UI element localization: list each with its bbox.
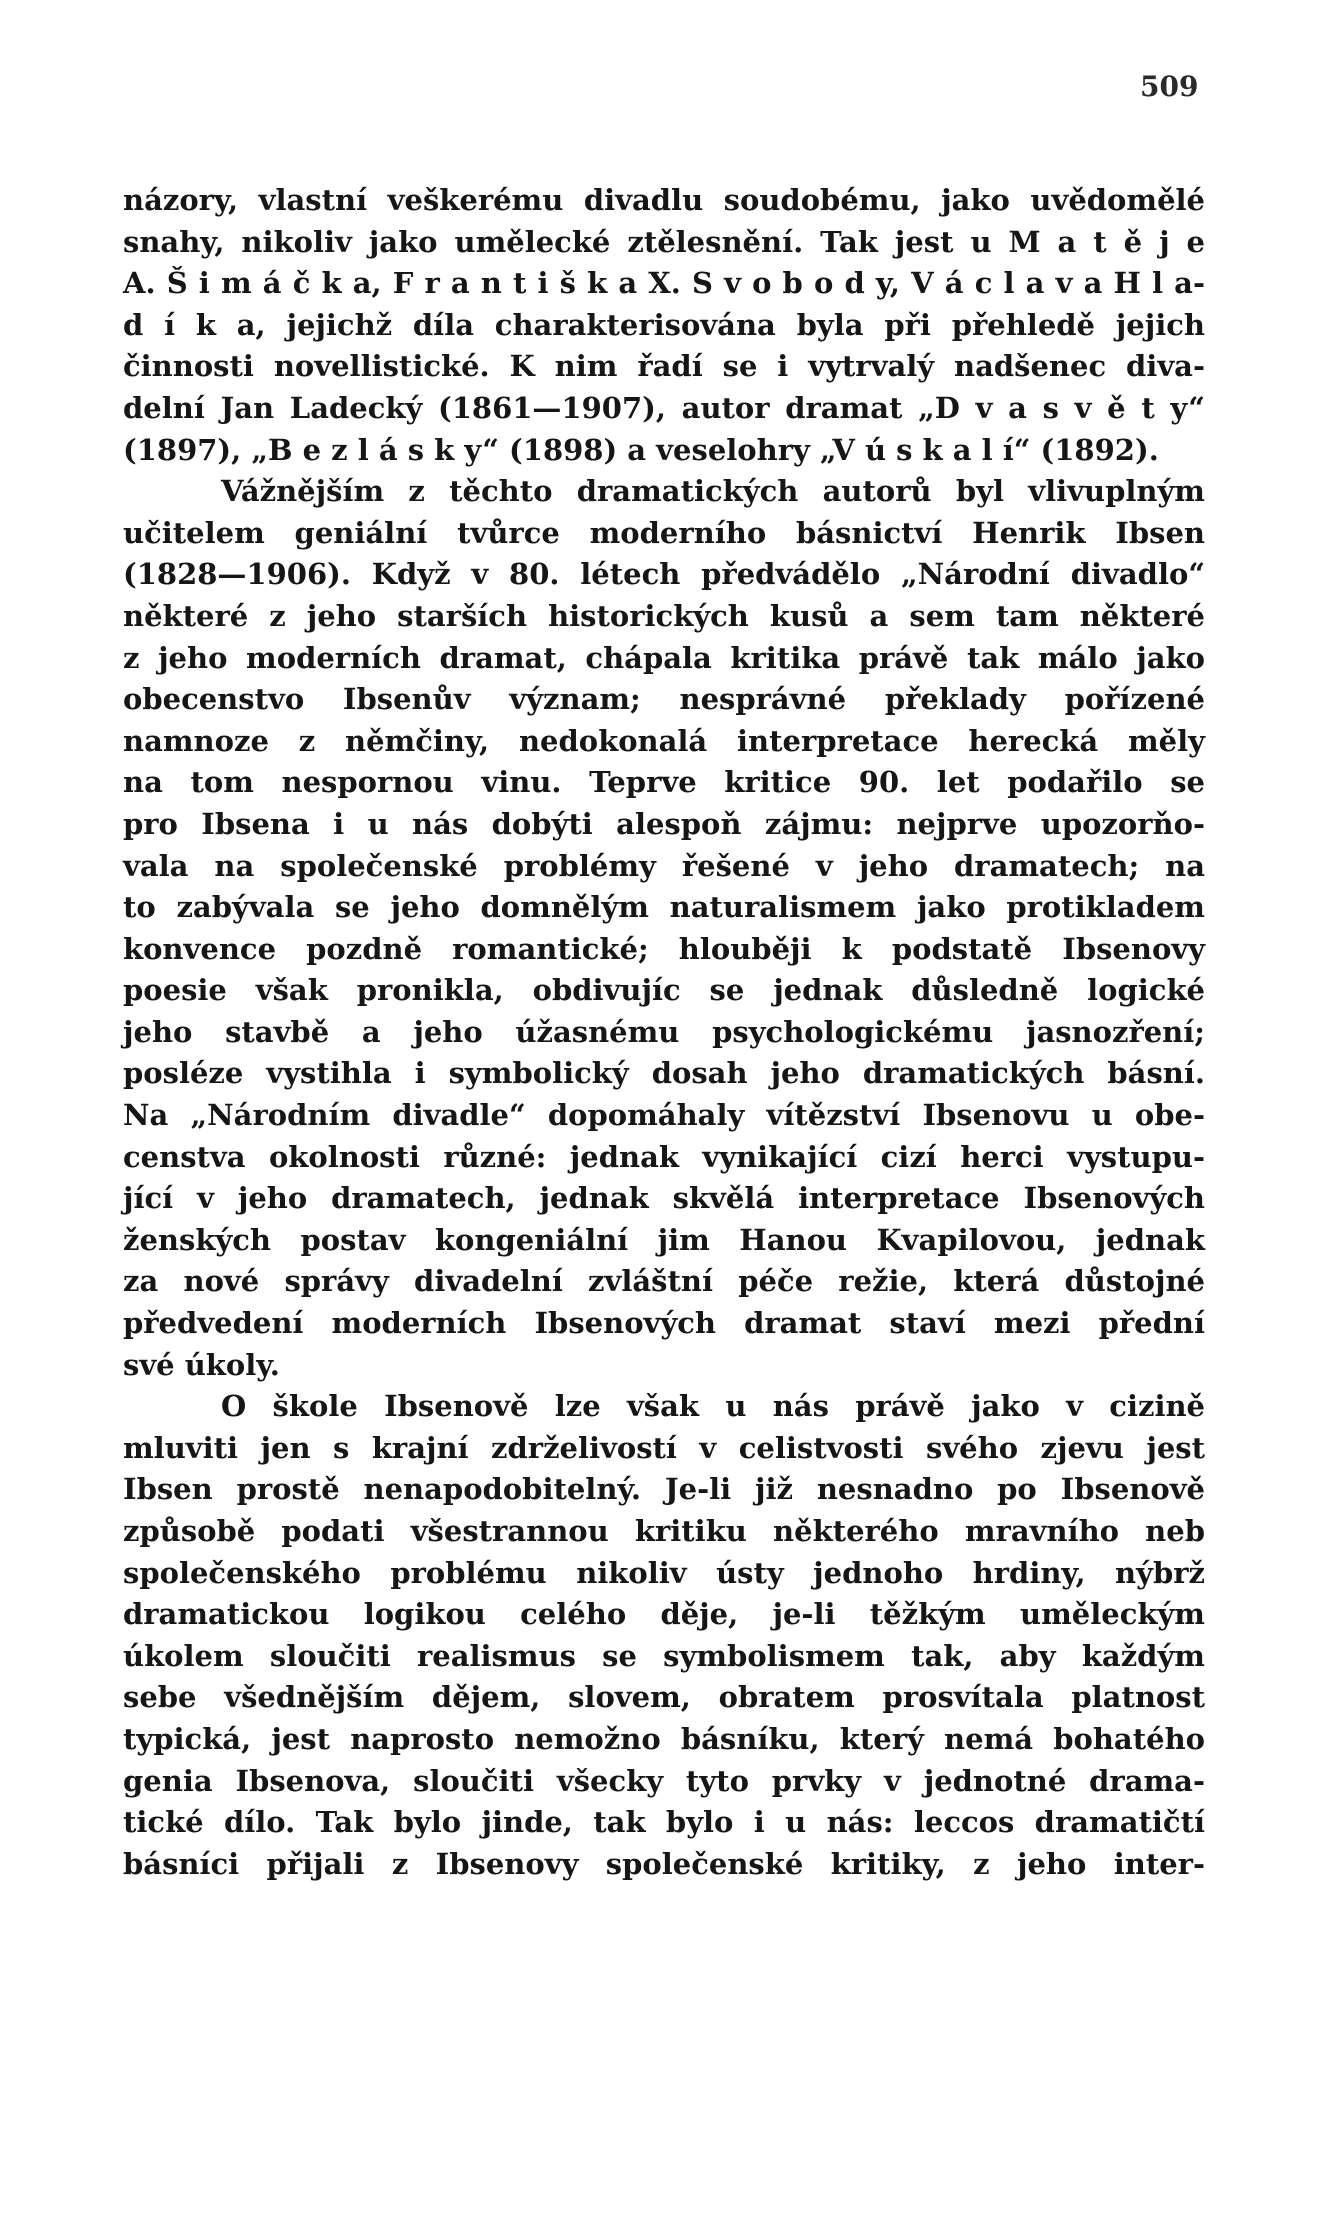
text-line: na tom nespornou vinu. Teprve kritice 90. let podařilo se: [123, 765, 1205, 800]
text-line: obecenstvo Ibsenův význam; nesprávné překlady pořízené: [123, 682, 1205, 717]
text-line: způsobě podati všestrannou kritiku některého mravního neb: [123, 1514, 1205, 1548]
text-line: vala na společenské problémy řešené v jeho dramatech; na: [123, 848, 1205, 883]
text-line: posléze vystihla i symbolický dosah jeho dramatických básní.: [123, 1056, 1205, 1091]
text-line: z jeho moderních dramat, chápala kritika právě tak málo jako: [123, 640, 1205, 675]
text-line: genia Ibsenova, sloučiti všecky tyto prvky v jednotné drama-: [123, 1763, 1205, 1798]
text-line: úkolem sloučiti realismus se symbolismem tak, aby každým: [123, 1638, 1205, 1673]
paragraph-first-line: O škole Ibsenově lze však u nás právě jako v cizině: [221, 1389, 1205, 1424]
text-line: (1897), „B e z l á s k y“ (1898) a veselohry „V ú s k a l í“ (1892).: [123, 432, 1159, 467]
text-line: (1828—1906). Když v 80. létech předvádělo „Národní divadlo“: [123, 557, 1205, 592]
text-line: konvence pozdně romantické; hlouběji k podstatě Ibsenovy: [123, 931, 1205, 966]
text-line: ženských postav kongeniální jim Hanou Kvapilovou, jednak: [123, 1222, 1205, 1257]
text-line: učitelem geniální tvůrce moderního básnictví Henrik Ibsen: [123, 515, 1205, 550]
text-line: mluviti jen s krajní zdrželivostí v celistvosti svého zjevu jest: [123, 1430, 1205, 1465]
text-line: za nové správy divadelní zvláštní péče režie, která důstojné: [123, 1264, 1205, 1299]
text-line: poesie však pronikla, obdivujíc se jednak důsledně logické: [123, 973, 1205, 1008]
text-line: Na „Národním divadle“ dopomáhaly vítězství Ibsenovu u obe-: [123, 1098, 1205, 1133]
text-line: snahy, nikoliv jako umělecké ztělesnění. Tak jest u M a t ě j e: [123, 224, 1205, 259]
text-line: své úkoly.: [123, 1347, 280, 1382]
text-line: dramatickou logikou celého děje, je-li těžkým uměleckým: [123, 1597, 1205, 1632]
text-line: A. Š i m á č k a, F r a n t i š k a X. S v o b o d y, V á c l a v a H l a-: [123, 266, 1205, 301]
text-line: d í k a, jejichž díla charakterisována byla při přehledě jejich: [123, 307, 1205, 342]
text-line: tické dílo. Tak bylo jinde, tak bylo i u nás: leccos dramatičtí: [123, 1805, 1205, 1840]
body-text: [123, 180, 1205, 1885]
text-line: to zabývala se jeho domnělým naturalismem jako protikladem: [123, 890, 1205, 925]
text-line: předvedení moderních Ibsenových dramat staví mezi přední: [123, 1306, 1205, 1341]
page-number: 509: [1140, 70, 1199, 103]
text-line: typická, jest naprosto nemožno básníku, který nemá bohatého: [123, 1721, 1205, 1756]
text-line: Ibsen prostě nenapodobitelný. Je-li již nesnadno po Ibsenově: [123, 1472, 1205, 1507]
text-line: jící v jeho dramatech, jednak skvělá interpretace Ibsenových: [123, 1181, 1205, 1216]
text-line: názory, vlastní veškerému divadlu soudobému, jako uvědomělé: [123, 183, 1205, 217]
text-line: společenského problému nikoliv ústy jednoho hrdiny, nýbrž: [123, 1555, 1205, 1590]
text-line: namnoze z němčiny, nedokonalá interpretace herecká měly: [123, 723, 1205, 758]
text-line: básníci přijali z Ibsenovy společenské kritiky, z jeho inter-: [123, 1846, 1205, 1881]
text-line: pro Ibsena i u nás dobýti alespoň zájmu: nejprve upozorňo-: [123, 806, 1205, 841]
text-line: jeho stavbě a jeho úžasnému psychologickému jasnozření;: [123, 1014, 1205, 1049]
text-line: sebe všednějším dějem, slovem, obratem prosvítala platnost: [123, 1680, 1205, 1715]
text-line: delní Jan Ladecký (1861—1907), autor dramat „D v a s v ě t y“: [123, 390, 1205, 425]
text-line: činnosti novellistické. K nim řadí se i vytrvalý nadšenec diva-: [123, 349, 1205, 384]
paragraph-first-line: Vážnějším z těchto dramatických autorů byl vlivuplným: [221, 474, 1205, 509]
text-line: některé z jeho starších historických kusů a sem tam některé: [123, 598, 1205, 633]
text-line: censtva okolnosti různé: jednak vynikající cizí herci vystupu-: [123, 1139, 1205, 1174]
